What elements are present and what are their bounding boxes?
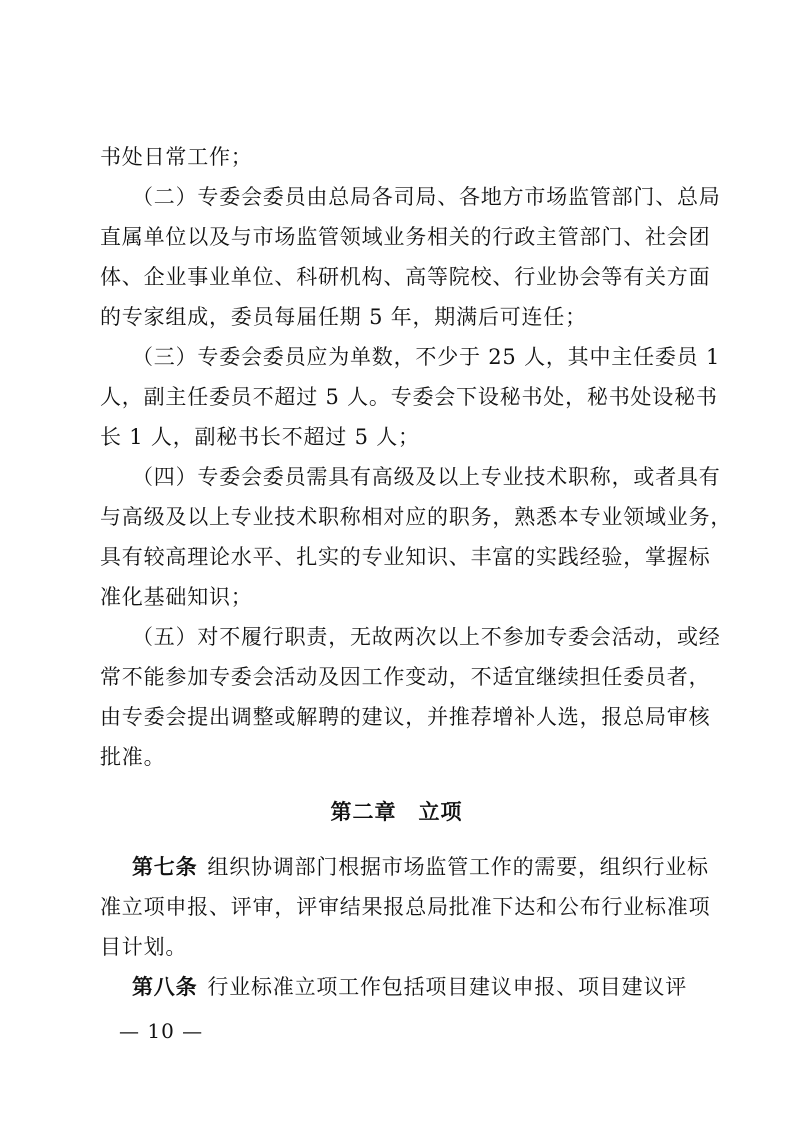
clause-2-line-1: （二）专委会委员由总局各司局、各地方市场监管部门、总局 — [132, 185, 721, 209]
clause-5-line-1: （五）对不履行职责，无故两次以上不参加专委会活动，或经 — [132, 625, 721, 649]
article-7-line-2: 准立项申报、评审，评审结果报总局批准下达和公布行业标准项 — [100, 895, 711, 919]
article-7-line-1 — [132, 852, 709, 882]
clause-4-line-4: 准化基础知识； — [100, 585, 253, 609]
clause-3-line-2: 人，副主任委员不超过 5 人。专委会下设秘书处，秘书处设秘书 — [100, 385, 718, 409]
article-8-text-1: 行业标准立项工作包括项目建议申报、项目建议评 — [207, 975, 688, 999]
page-number: — 10 — — [119, 1019, 204, 1043]
article-7-line-3: 目计划。 — [100, 935, 188, 959]
article-8-label: 第八条 — [132, 975, 198, 999]
clause-4-line-3: 具有较高理论水平、扎实的专业知识、丰富的实践经验，掌握标 — [100, 545, 711, 569]
clause-5-line-2: 常不能参加专委会活动及因工作变动，不适宜继续担任委员者， — [100, 665, 711, 689]
article-8-line-1 — [132, 972, 700, 1002]
clause-5-line-3: 由专委会提出调整或解聘的建议，并推荐增补人选，报总局审核 — [100, 705, 711, 729]
text-line-1: 书处日常工作； — [100, 145, 253, 169]
clause-3-line-3: 长 1 人，副秘书长不超过 5 人； — [100, 425, 420, 449]
article-7-text-1: 组织协调部门根据市场监管工作的需要，组织行业标 — [207, 855, 709, 879]
article-7-label: 第七条 — [132, 855, 198, 879]
clause-2-line-2: 直属单位以及与市场监管领域业务相关的行政主管部门、社会团 — [100, 225, 711, 249]
clause-2-line-3: 体、企业事业单位、科研机构、高等院校、行业协会等有关方面 — [100, 265, 711, 289]
clause-3-line-1: （三）专委会委员应为单数，不少于 25 人，其中主任委员 1 — [132, 345, 721, 369]
clause-4-line-2: 与高级及以上专业技术职称相对应的职务，熟悉本专业领域业务， — [100, 505, 733, 529]
clause-4-line-1: （四）专委会委员需具有高级及以上专业技术职称，或者具有 — [132, 465, 721, 489]
chapter-heading: 第二章 立项 — [330, 800, 463, 824]
clause-2-line-4: 的专家组成，委员每届任期 5 年，期满后可连任； — [100, 305, 587, 329]
clause-5-line-4: 批准。 — [100, 745, 166, 769]
